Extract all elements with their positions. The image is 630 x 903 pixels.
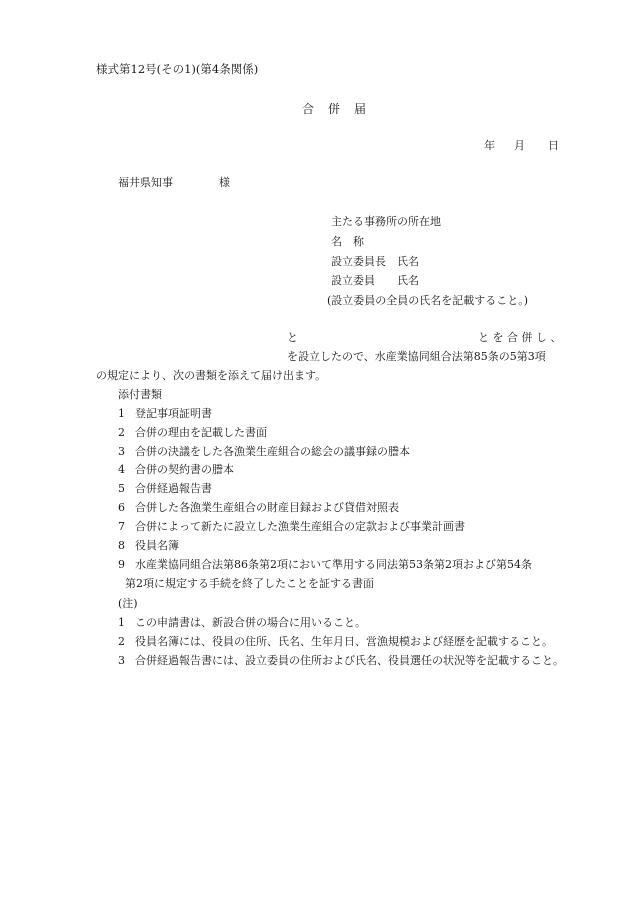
body-line-3: の規定により、次の書類を添えて届け出ます。 — [96, 369, 327, 382]
note-text: この申請書は、新設合併の場合に用いること。 — [135, 616, 366, 629]
note-text: 合併経過報告書には、設立委員の住所および氏名、役員選任の状況等を記載すること。 — [135, 654, 564, 667]
addressee-name: 福井県知事 — [118, 176, 173, 189]
applicant-chair-label: 設立委員長 氏名 — [331, 255, 419, 268]
applicant-name-label: 名 称 — [331, 235, 364, 248]
note-item — [118, 654, 564, 668]
applicant-member-label: 設立委員 氏名 — [331, 274, 419, 287]
attachment-text: 合併した各漁業生産組合の財産目録および貸借対照表 — [135, 501, 399, 514]
applicant-address-label: 主たる事務所の所在地 — [331, 215, 441, 228]
attachment-num: 2 — [118, 426, 125, 439]
page-title: 合 併 届 — [302, 102, 368, 116]
attachment-text: 合併経過報告書 — [135, 482, 212, 495]
attachment-num: 9 — [118, 558, 125, 571]
date-year-label: 年 — [484, 139, 495, 152]
body-to-a: と — [287, 331, 298, 344]
applicant-member-note: (設立委員の全員の氏名を記載すること。) — [327, 294, 529, 307]
addressee-honorific: 様 — [219, 176, 230, 189]
attachment-num: 3 — [118, 445, 125, 458]
date-day-label: 日 — [548, 139, 559, 152]
note-num: 2 — [118, 635, 125, 648]
attachment-item — [118, 501, 399, 515]
attachment-item — [118, 482, 212, 496]
notes-heading: (注) — [118, 597, 138, 610]
note-item — [118, 635, 553, 649]
body-to-b: と を 合 併 し 、 — [478, 331, 562, 344]
attachment-text: 水産業協同組合法第86条第2項において準用する同法第53条第2項および第54条 — [135, 558, 532, 571]
attachment-item — [118, 558, 532, 572]
attachment-num: 1 — [118, 407, 125, 420]
attachment-num: 6 — [118, 501, 125, 514]
attachment-num: 7 — [118, 520, 125, 533]
note-item — [118, 616, 366, 630]
attachment-item — [118, 426, 267, 440]
attachment-item — [118, 463, 234, 477]
note-text: 役員名簿には、役員の住所、氏名、生年月日、営漁規模および経歴を記載すること。 — [135, 635, 553, 648]
form-id: 様式第12号(その1)(第4条関係) — [96, 62, 259, 76]
attachment-text: 登記事項証明書 — [135, 407, 212, 420]
attachment-text: 合併の理由を記載した書面 — [135, 426, 267, 439]
body-line-2: を設立したので、水産業協同組合法第85条の5第3項 — [287, 350, 546, 363]
attachment-num: 4 — [118, 463, 125, 476]
date-month-label: 月 — [514, 139, 525, 152]
note-num: 1 — [118, 616, 125, 629]
attachment-item — [118, 539, 179, 553]
note-num: 3 — [118, 654, 125, 667]
attachment-item — [118, 445, 410, 459]
attachment-text: 合併の契約書の謄本 — [135, 463, 234, 476]
attachment-text: 役員名簿 — [135, 539, 179, 552]
attachments-heading: 添付書類 — [118, 388, 162, 401]
attachment-text-continued: 第2項に規定する手続を終了したことを証する書面 — [125, 577, 374, 590]
attachment-text: 合併の決議をした各漁業生産組合の総会の議事録の謄本 — [135, 445, 410, 458]
attachment-item — [118, 520, 465, 534]
attachment-text: 合併によって新たに設立した漁業生産組合の定款および事業計画書 — [135, 520, 465, 533]
attachment-num: 8 — [118, 539, 125, 552]
attachment-item — [118, 407, 212, 421]
attachment-num: 5 — [118, 482, 125, 495]
